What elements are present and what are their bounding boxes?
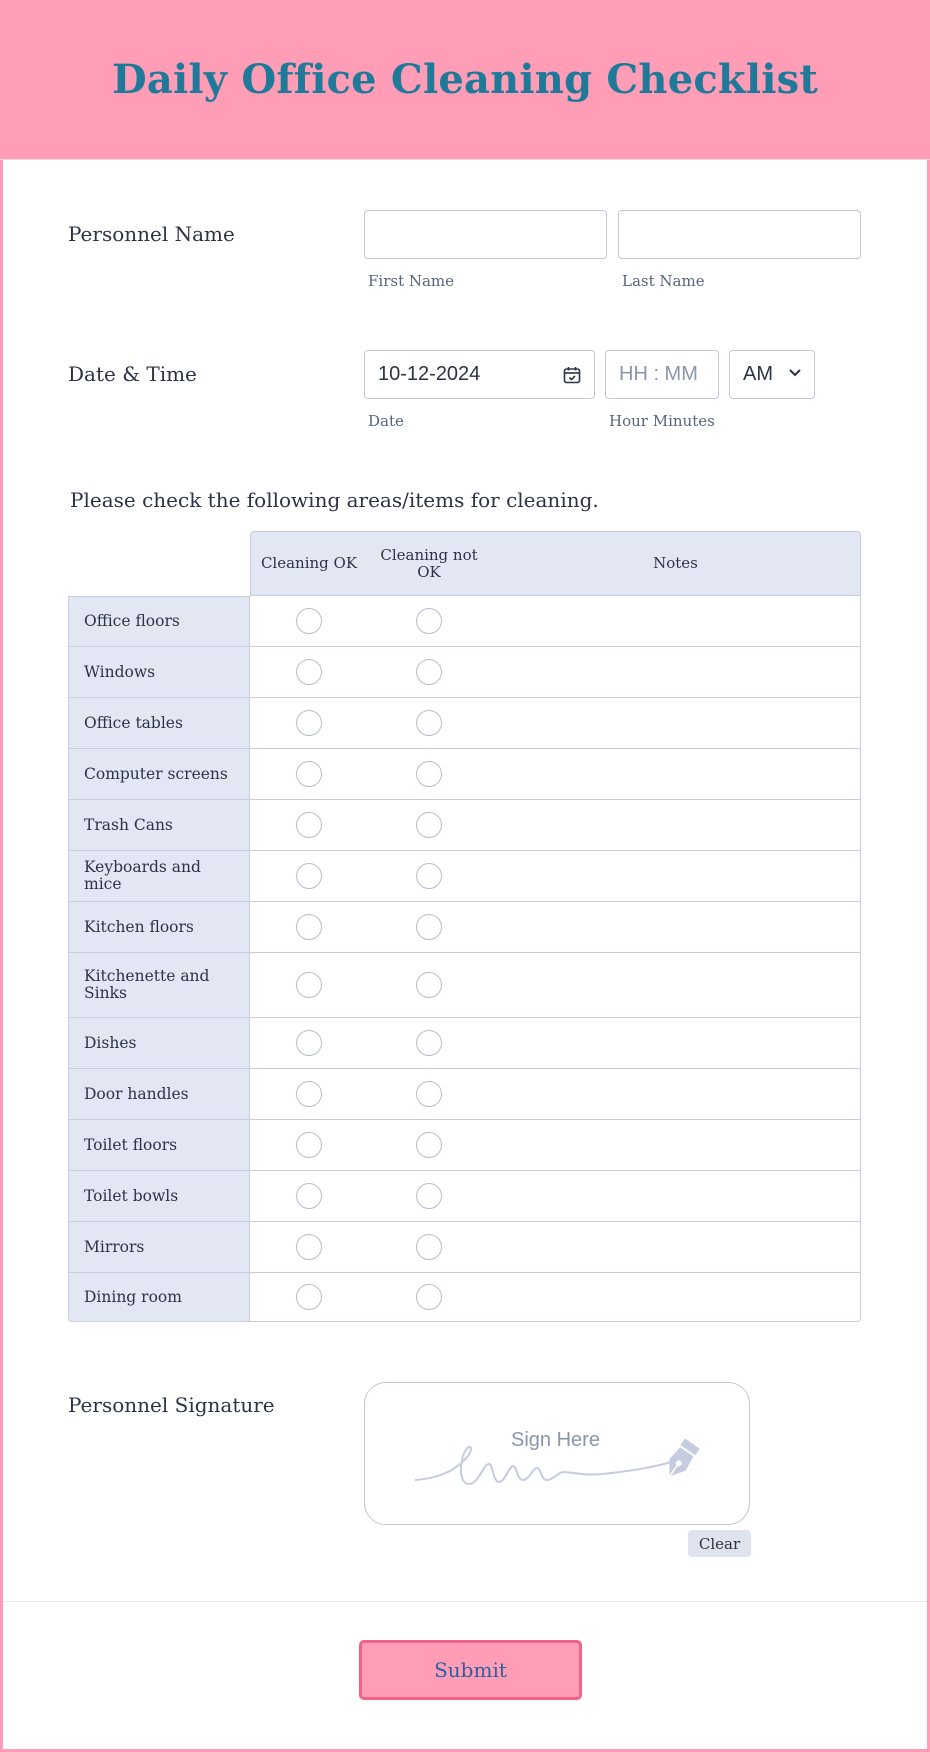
chevron-down-icon <box>788 368 802 378</box>
cleaning-not-ok-radio[interactable] <box>416 608 442 634</box>
signature-pad[interactable] <box>364 1382 750 1525</box>
notes-cell[interactable] <box>491 749 861 800</box>
cleaning-not-ok-cell <box>367 953 492 1018</box>
date-sublabel: Date <box>368 412 404 430</box>
form-header <box>0 0 930 160</box>
cleaning-not-ok-radio[interactable] <box>416 659 442 685</box>
cleaning-not-ok-cell <box>367 1069 492 1120</box>
row-label: Door handles <box>68 1069 250 1120</box>
table-row <box>68 1171 861 1222</box>
cleaning-ok-radio[interactable] <box>296 659 322 685</box>
cleaning-ok-cell <box>250 1273 368 1322</box>
cleaning-ok-cell <box>250 1018 368 1069</box>
ampm-value: AM <box>743 363 773 385</box>
row-label: Dishes <box>68 1018 250 1069</box>
personnel-name-label: Personnel Name <box>68 222 235 246</box>
row-label: Computer screens <box>68 749 250 800</box>
table-row <box>68 1273 861 1322</box>
table-row <box>68 851 861 902</box>
cleaning-ok-cell <box>250 1120 368 1171</box>
cleaning-not-ok-cell <box>367 1018 492 1069</box>
notes-cell[interactable] <box>491 596 861 647</box>
row-label: Dining room <box>68 1273 250 1322</box>
cleaning-ok-cell <box>250 647 368 698</box>
row-label: Kitchen floors <box>68 902 250 953</box>
sign-here-prompt: Sign Here <box>511 1429 600 1451</box>
cleaning-ok-cell <box>250 1069 368 1120</box>
cleaning-not-ok-radio[interactable] <box>416 972 442 998</box>
cleaning-ok-radio[interactable] <box>296 608 322 634</box>
date-value: 10-12-2024 <box>378 363 481 385</box>
row-label: Mirrors <box>68 1222 250 1273</box>
calendar-icon[interactable] <box>562 365 582 385</box>
cleaning-not-ok-radio[interactable] <box>416 812 442 838</box>
column-header-notes: Notes <box>491 531 861 596</box>
table-row <box>68 596 861 647</box>
cleaning-not-ok-cell <box>367 1171 492 1222</box>
first-name-sublabel: First Name <box>368 272 455 290</box>
cleaning-ok-cell <box>250 698 368 749</box>
cleaning-not-ok-cell <box>367 596 492 647</box>
cleaning-not-ok-radio[interactable] <box>416 1081 442 1107</box>
cleaning-not-ok-cell <box>367 851 492 902</box>
cleaning-not-ok-cell <box>367 749 492 800</box>
cleaning-ok-cell <box>250 749 368 800</box>
submit-button[interactable]: Submit <box>359 1640 582 1700</box>
checklist-instruction: Please check the following areas/items for cleaning. <box>70 488 599 512</box>
notes-cell[interactable] <box>491 953 861 1018</box>
cleaning-ok-radio[interactable] <box>296 761 322 787</box>
cleaning-not-ok-cell <box>367 800 492 851</box>
cleaning-ok-radio[interactable] <box>296 1183 322 1209</box>
form-title: Daily Office Cleaning Checklist <box>111 56 819 103</box>
row-label: Windows <box>68 647 250 698</box>
table-row <box>68 698 861 749</box>
table-row <box>68 953 861 1018</box>
cleaning-not-ok-cell <box>367 1120 492 1171</box>
notes-cell[interactable] <box>491 647 861 698</box>
notes-cell[interactable] <box>491 851 861 902</box>
column-header-cleaning-ok: Cleaning OK <box>250 531 368 596</box>
cleaning-ok-radio[interactable] <box>296 1284 322 1310</box>
cleaning-not-ok-radio[interactable] <box>416 1284 442 1310</box>
cleaning-ok-cell <box>250 851 368 902</box>
cleaning-not-ok-radio[interactable] <box>416 1030 442 1056</box>
cleaning-ok-radio[interactable] <box>296 972 322 998</box>
column-header-cleaning-not-ok: Cleaning not OK <box>367 531 492 596</box>
notes-cell[interactable] <box>491 1273 861 1322</box>
last-name-input[interactable] <box>618 210 861 259</box>
table-row <box>68 800 861 851</box>
cleaning-ok-radio[interactable] <box>296 812 322 838</box>
notes-cell[interactable] <box>491 698 861 749</box>
date-input[interactable] <box>364 350 595 399</box>
table-row <box>68 647 861 698</box>
cleaning-not-ok-radio[interactable] <box>416 710 442 736</box>
cleaning-not-ok-radio[interactable] <box>416 1234 442 1260</box>
cleaning-not-ok-radio[interactable] <box>416 863 442 889</box>
cleaning-not-ok-cell <box>367 1222 492 1273</box>
time-sublabel: Hour Minutes <box>609 412 715 430</box>
row-label: Keyboards and mice <box>68 851 250 902</box>
date-time-label: Date & Time <box>68 362 197 386</box>
cleaning-not-ok-cell <box>367 902 492 953</box>
clear-signature-button[interactable]: Clear <box>688 1530 751 1557</box>
row-label: Trash Cans <box>68 800 250 851</box>
table-row <box>68 902 861 953</box>
cleaning-not-ok-cell <box>367 1273 492 1322</box>
cleaning-ok-radio[interactable] <box>296 863 322 889</box>
notes-cell[interactable] <box>491 1069 861 1120</box>
cleaning-ok-cell <box>250 1222 368 1273</box>
row-label: Toilet floors <box>68 1120 250 1171</box>
signature-label: Personnel Signature <box>68 1393 275 1417</box>
signature-scribble-icon <box>413 1438 713 1500</box>
table-row <box>68 749 861 800</box>
cleaning-ok-cell <box>250 902 368 953</box>
cleaning-not-ok-radio[interactable] <box>416 761 442 787</box>
ampm-select[interactable] <box>729 350 815 399</box>
notes-cell[interactable] <box>491 1120 861 1171</box>
cleaning-ok-radio[interactable] <box>296 1030 322 1056</box>
row-label: Kitchenette and Sinks <box>68 953 250 1018</box>
cleaning-ok-cell <box>250 953 368 1018</box>
cleaning-ok-radio[interactable] <box>296 914 322 940</box>
cleaning-ok-radio[interactable] <box>296 1234 322 1260</box>
cleaning-not-ok-radio[interactable] <box>416 914 442 940</box>
cleaning-ok-radio[interactable] <box>296 710 322 736</box>
cleaning-ok-radio[interactable] <box>296 1132 322 1158</box>
row-label: Office floors <box>68 596 250 647</box>
notes-cell[interactable] <box>491 1171 861 1222</box>
table-row <box>68 1222 861 1273</box>
cleaning-not-ok-cell <box>367 647 492 698</box>
time-placeholder: HH : MM <box>619 363 698 385</box>
last-name-sublabel: Last Name <box>622 272 705 290</box>
cleaning-not-ok-radio[interactable] <box>416 1132 442 1158</box>
row-label: Office tables <box>68 698 250 749</box>
table-row <box>68 1069 861 1120</box>
notes-cell[interactable] <box>491 800 861 851</box>
notes-cell[interactable] <box>491 902 861 953</box>
table-row <box>68 1120 861 1171</box>
cleaning-ok-cell <box>250 800 368 851</box>
table-row <box>68 1018 861 1069</box>
first-name-input[interactable] <box>364 210 607 259</box>
time-input[interactable] <box>605 350 719 399</box>
row-label: Toilet bowls <box>68 1171 250 1222</box>
cleaning-ok-cell <box>250 1171 368 1222</box>
footer-divider <box>3 1601 927 1602</box>
cleaning-ok-radio[interactable] <box>296 1081 322 1107</box>
cleaning-not-ok-cell <box>367 698 492 749</box>
notes-cell[interactable] <box>491 1222 861 1273</box>
notes-cell[interactable] <box>491 1018 861 1069</box>
cleaning-not-ok-radio[interactable] <box>416 1183 442 1209</box>
cleaning-ok-cell <box>250 596 368 647</box>
